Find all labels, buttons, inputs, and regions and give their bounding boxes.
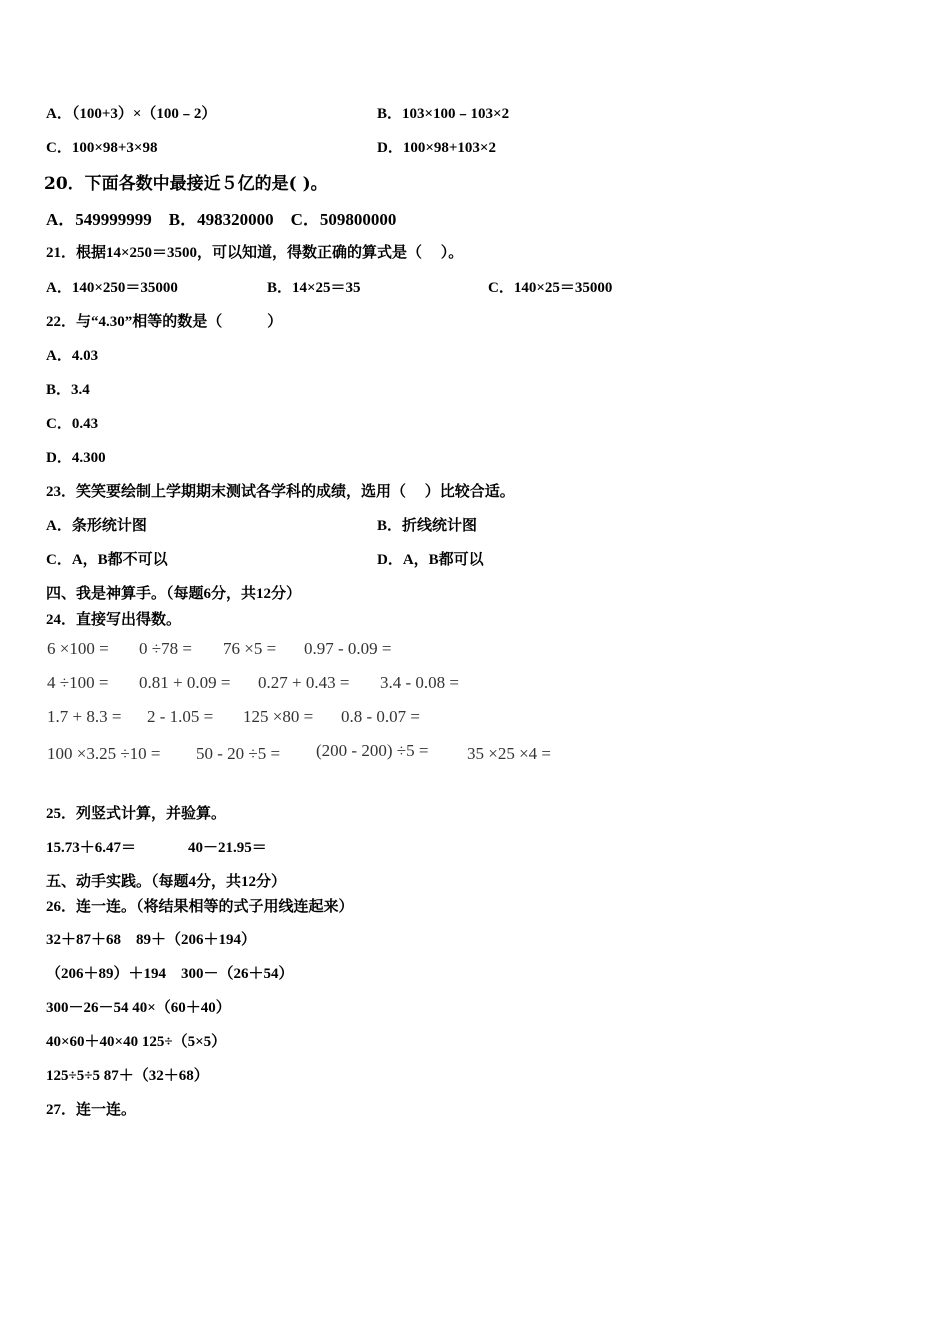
q22-stem: 22．与“4.30”相等的数是（ ） bbox=[46, 314, 283, 330]
q26-row-4: 40×60＋40×40 125÷（5×5） bbox=[46, 1034, 227, 1050]
q23-option-c: C．A，B都不可以 bbox=[46, 552, 168, 568]
q24-r4-c2: 50 - 20 ÷5 = bbox=[196, 744, 281, 763]
q23-option-d: D．A，B都可以 bbox=[377, 552, 484, 568]
q22-option-a: A．4.03 bbox=[46, 348, 99, 364]
q24-r3-c1: 1.7 + 8.3 = bbox=[47, 707, 122, 726]
q21-option-b: B．14×25＝35 bbox=[267, 280, 361, 296]
q24-r1-c4: 0.97 - 0.09 = bbox=[304, 639, 392, 658]
q27-stem: 27．连一连。 bbox=[46, 1102, 137, 1118]
q24-r2-c4: 3.4 - 0.08 = bbox=[380, 673, 459, 692]
q22-option-b: B．3.4 bbox=[46, 382, 90, 398]
q26-stem: 26．连一连。（将结果相等的式子用线连起来） bbox=[46, 899, 354, 915]
q20-stem: 20．下面各数中最接近５亿的是( )。 bbox=[44, 174, 328, 194]
q24-r4-c3: (200 - 200) ÷5 = bbox=[316, 741, 429, 760]
q25-expr-1: 15.73＋6.47＝ bbox=[46, 840, 137, 856]
q21-option-a: A．140×250＝35000 bbox=[46, 280, 178, 296]
q25-expr-2: 40－21.95＝ bbox=[188, 840, 267, 856]
q26-row-3: 300－26－54 40×（60＋40） bbox=[46, 1000, 231, 1016]
q24-r2-c1: 4 ÷100 = bbox=[47, 673, 109, 692]
q23-stem: 23．笑笑要绘制上学期期末测试各学科的成绩，选用（ ）比较合适。 bbox=[46, 484, 515, 500]
q24-r3-c2: 2 - 1.05 = bbox=[147, 707, 214, 726]
q26-row-2: （206＋89）＋194 300－（26＋54） bbox=[46, 966, 294, 982]
q24-stem: 24．直接写出得数。 bbox=[46, 612, 182, 628]
q22-option-c: C．0.43 bbox=[46, 416, 99, 432]
section-5-title: 五、动手实践。（每题4分，共12分） bbox=[46, 874, 287, 890]
q25-stem: 25．列竖式计算，并验算。 bbox=[46, 806, 227, 822]
q19-option-a: A．（100+3）×（100﹣2） bbox=[46, 106, 217, 122]
q21-option-c: C．140×25＝35000 bbox=[488, 280, 613, 296]
section-4-title: 四、我是神算手。（每题6分，共12分） bbox=[46, 586, 302, 602]
q23-option-a: A．条形统计图 bbox=[46, 518, 147, 534]
q19-option-c: C．100×98+3×98 bbox=[46, 140, 158, 156]
q21-stem: 21．根据14×250＝3500，可以知道，得数正确的算式是（ ）。 bbox=[46, 245, 464, 261]
q22-option-d: D．4.300 bbox=[46, 450, 106, 466]
q19-option-b: B．103×100﹣103×2 bbox=[377, 106, 510, 122]
q24-r4-c1: 100 ×3.25 ÷10 = bbox=[47, 744, 161, 763]
q24-r1-c1: 6 ×100 = bbox=[47, 639, 109, 658]
q24-r2-c3: 0.27 + 0.43 = bbox=[258, 673, 350, 692]
q24-r1-c2: 0 ÷78 = bbox=[139, 639, 192, 658]
q26-row-5: 125÷5÷5 87＋（32＋68） bbox=[46, 1068, 209, 1084]
q24-r2-c2: 0.81 + 0.09 = bbox=[139, 673, 231, 692]
q24-r4-c4: 35 ×25 ×4 = bbox=[467, 744, 552, 763]
q26-row-1: 32＋87＋68 89＋（206＋194） bbox=[46, 932, 257, 948]
q24-r3-c4: 0.8 - 0.07 = bbox=[341, 707, 420, 726]
q24-r1-c3: 76 ×5 = bbox=[223, 639, 277, 658]
q19-option-d: D．100×98+103×2 bbox=[377, 140, 496, 156]
q23-option-b: B．折线统计图 bbox=[377, 518, 478, 534]
q20-options: A．549999999 B．498320000 C．509800000 bbox=[46, 210, 397, 229]
q24-r3-c3: 125 ×80 = bbox=[243, 707, 314, 726]
